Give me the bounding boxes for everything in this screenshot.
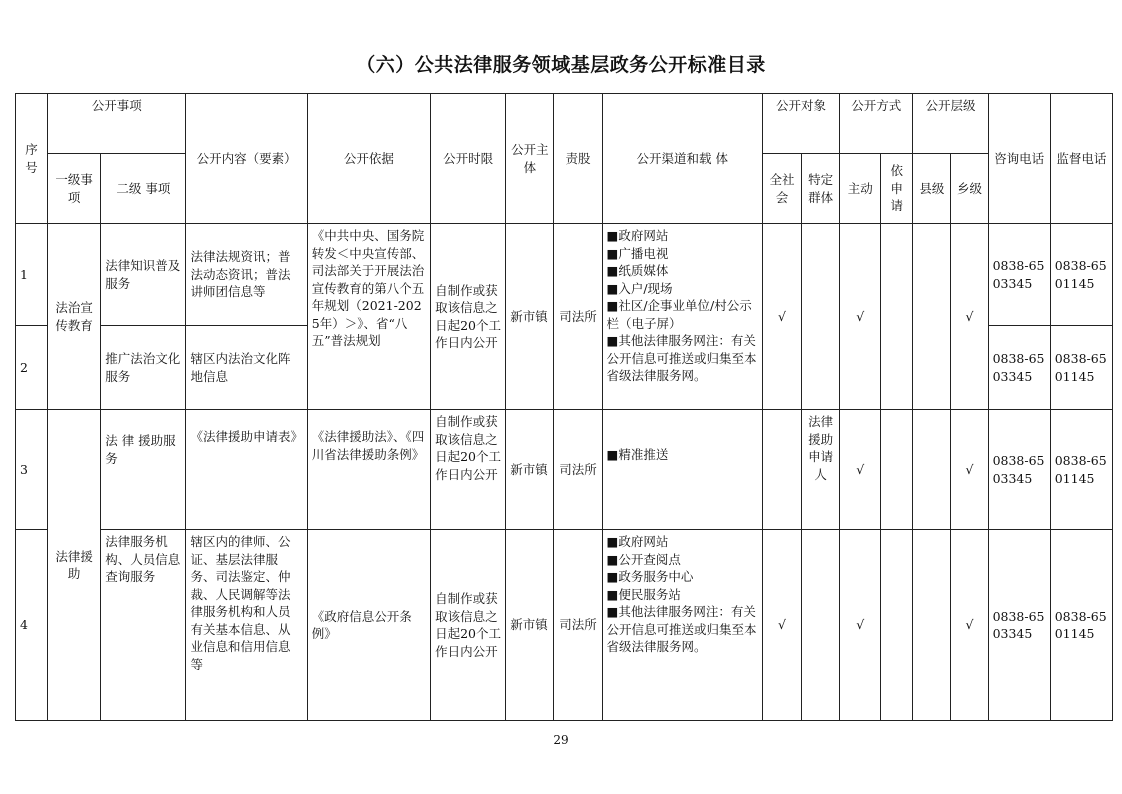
header-consult: 咨询电话 <box>988 94 1050 224</box>
row-mode-active: √ <box>840 224 881 410</box>
row-level-town: √ <box>951 224 988 410</box>
row-basis: 《政府信息公开条例》 <box>307 530 430 721</box>
table-row <box>16 224 1113 326</box>
row-time: 自制作或获取该信息之日起20个工作日内公开 <box>431 410 506 530</box>
row-seq: 3 <box>16 410 48 530</box>
channel-item: ■政府网站 <box>606 228 669 243</box>
row-supervise: 0838-6501145 <box>1050 326 1112 410</box>
row-target-group <box>802 224 840 410</box>
row-target-group: 法律援助申请人 <box>802 410 840 530</box>
row-seq: 2 <box>16 326 48 410</box>
header-subject: 公开主体 <box>506 94 554 224</box>
row-subject: 新市镇 <box>506 224 554 410</box>
channel-item: ■社区/企事业单位/村公示栏（电子屏） <box>606 298 752 331</box>
row-channels <box>602 410 762 530</box>
header-level1: 一级事项 <box>48 154 101 224</box>
header-mode: 公开方式 <box>840 94 913 154</box>
row-supervise: 0838-6501145 <box>1050 224 1112 326</box>
table-row <box>16 530 1113 721</box>
row-content: 《法律援助申请表》 <box>186 410 307 530</box>
row-level2: 法律服务机构、人员信息查询服务 <box>101 530 186 721</box>
header-duty: 责股 <box>554 94 602 224</box>
row-level2: 法律知识普及服务 <box>101 224 186 326</box>
row-consult: 0838-6503345 <box>988 326 1050 410</box>
header-mode-active: 主动 <box>840 154 881 224</box>
header-target-all: 全社会 <box>762 154 801 224</box>
row-mode-apply <box>881 224 913 410</box>
row-duty: 司法所 <box>554 224 602 410</box>
header-time: 公开时限 <box>431 94 506 224</box>
row-target-group <box>802 530 840 721</box>
table-row <box>16 410 1113 530</box>
row-target-all: √ <box>762 530 801 721</box>
channel-item: ■入户/现场 <box>606 280 673 296</box>
row-level-town: √ <box>951 410 988 530</box>
header-mode-apply: 依申请 <box>881 154 913 224</box>
channel-item: ■便民服务站 <box>606 586 681 602</box>
channel-item: ■政务服务中心 <box>606 569 694 584</box>
channel-item: ■纸质媒体 <box>606 263 669 278</box>
page-title: （六）公共法律服务领域基层政务公开标准目录 <box>356 54 766 76</box>
row-content: 法律法规资讯；普法动态资讯；普法讲师团信息等 <box>186 224 307 326</box>
row-time: 自制作或获取该信息之日起20个工作日内公开 <box>431 224 506 410</box>
channel-item: ■精准推送 <box>606 447 669 462</box>
disclosure-table <box>15 93 1113 721</box>
header-seq: 序号 <box>16 94 48 224</box>
row-seq: 1 <box>16 224 48 326</box>
row-level2: 推广法治文化服务 <box>101 326 186 410</box>
header-supervise: 监督电话 <box>1050 94 1112 224</box>
row-consult: 0838-6503345 <box>988 410 1050 530</box>
channel-item: ■政府网站 <box>606 534 669 549</box>
channel-item: ■公开查阅点 <box>606 551 681 567</box>
row-channels <box>602 530 762 721</box>
row-level-county <box>913 224 951 410</box>
row-subject: 新市镇 <box>506 410 554 530</box>
header-target-group: 特定群体 <box>802 154 840 224</box>
channel-item: ■其他法律服务网注：有关公开信息可推送或归集至本省级法律服务网。 <box>606 333 757 383</box>
header-content: 公开内容（要素） <box>186 94 307 224</box>
row-time: 自制作或获取该信息之日起20个工作日内公开 <box>431 530 506 721</box>
row-level2: 法 律 援助服务 <box>101 410 186 530</box>
header-level2: 二级 事项 <box>101 154 186 224</box>
row-content: 辖区内法治文化阵地信息 <box>186 326 307 410</box>
row-channels <box>602 224 762 410</box>
page-number: 29 <box>553 733 569 747</box>
header-channel: 公开渠道和载 体 <box>602 94 762 224</box>
row-basis: 《法律援助法》、《四川省法律援助条例》 <box>307 410 430 530</box>
row-level-county <box>913 410 951 530</box>
row-level1: 法治宣传教育 <box>48 224 101 410</box>
header-level-town: 乡级 <box>951 154 988 224</box>
row-supervise: 0838-6501145 <box>1050 530 1112 721</box>
row-consult: 0838-6503345 <box>988 530 1050 721</box>
row-supervise: 0838-6501145 <box>1050 410 1112 530</box>
header-items: 公开事项 <box>48 94 186 154</box>
row-target-all: √ <box>762 224 801 410</box>
row-mode-apply <box>881 410 913 530</box>
row-level-county <box>913 530 951 721</box>
row-duty: 司法所 <box>554 530 602 721</box>
row-content: 辖区内的律师、公证、基层法律服务、司法鉴定、仲裁、人民调解等法律服务机构和人员有关基本信息、从业信息和信用信息等 <box>186 530 307 721</box>
header-level-county: 县级 <box>913 154 951 224</box>
row-basis: 《中共中央、国务院转发＜中央宣传部、司法部关于开展法治宣传教育的第八个五年规划（2021-2025年）＞》、省“八五”普法规划 <box>307 224 430 410</box>
row-seq: 4 <box>16 530 48 721</box>
row-level1: 法律援助 <box>48 410 101 721</box>
row-subject: 新市镇 <box>506 530 554 721</box>
header-basis: 公开依据 <box>307 94 430 224</box>
row-consult: 0838-6503345 <box>988 224 1050 326</box>
row-target-all <box>762 410 801 530</box>
header-target: 公开对象 <box>762 94 839 154</box>
row-mode-apply <box>881 530 913 721</box>
row-mode-active: √ <box>840 410 881 530</box>
header-level: 公开层级 <box>913 94 988 154</box>
channel-item: ■广播电视 <box>606 245 669 261</box>
row-level-town: √ <box>951 530 988 721</box>
channel-item: ■其他法律服务网注：有关公开信息可推送或归集至本省级法律服务网。 <box>606 604 757 654</box>
row-mode-active: √ <box>840 530 881 721</box>
row-duty: 司法所 <box>554 410 602 530</box>
